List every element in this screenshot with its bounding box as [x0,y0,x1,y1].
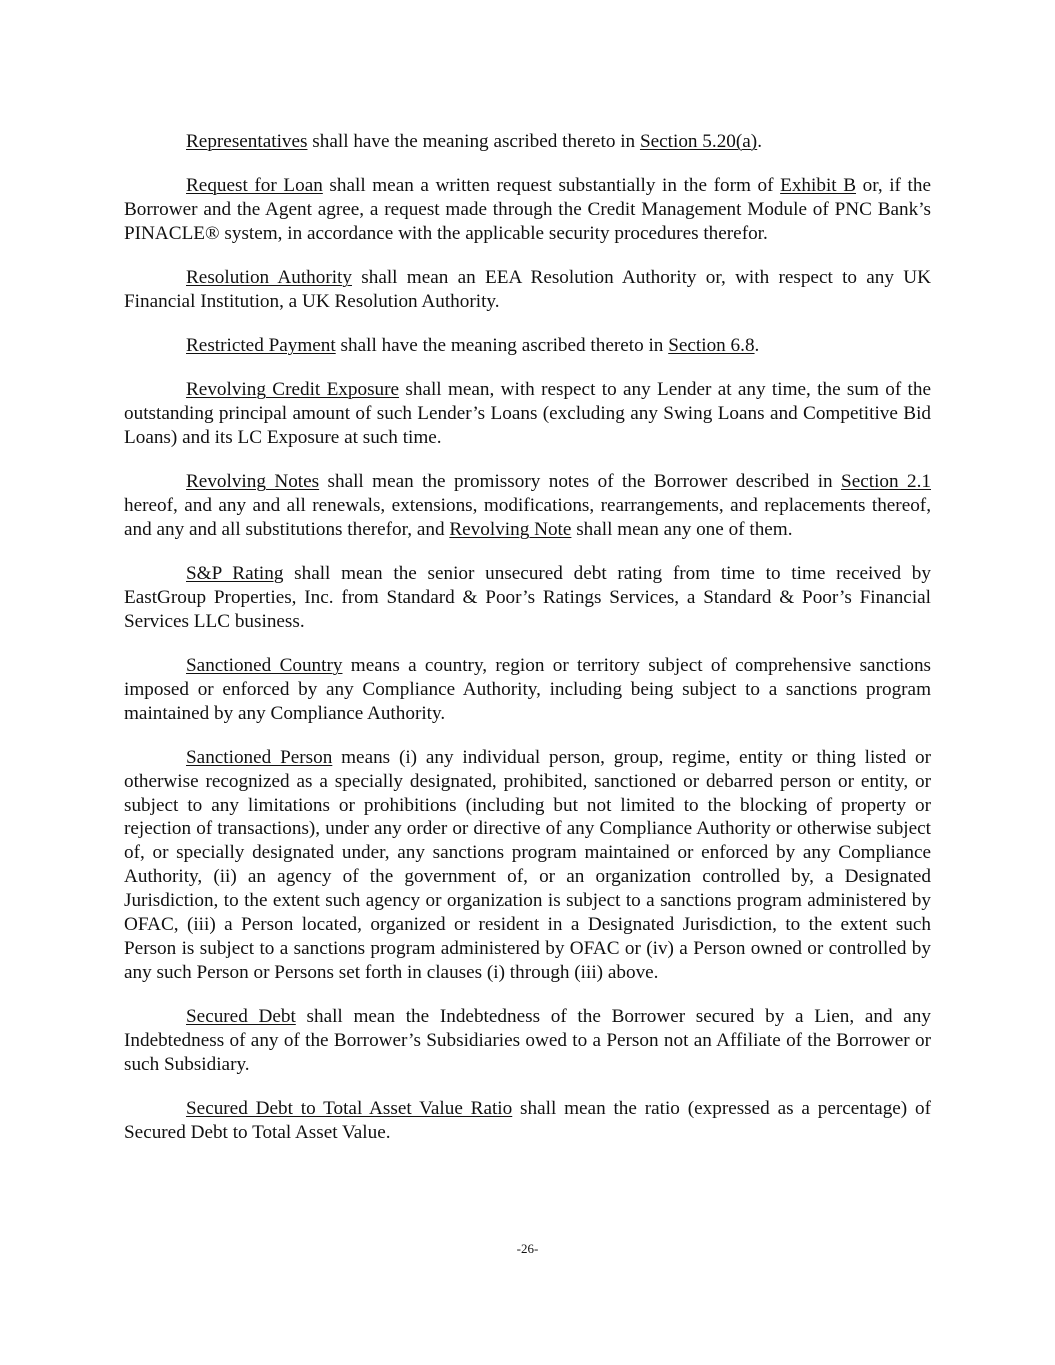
definition-secured-debt-ratio [124,1097,931,1145]
definition-revolving-credit-exposure [124,378,931,450]
definition-text: shall mean the ratio (expressed as a percentage) of Secured Debt to Total Asset Value. [124,1097,931,1143]
defined-term: S&P Rating [186,562,284,584]
definition-text: shall mean the Indebtedness of the Borrower secured by a Lien, and any Indebtedness of any of the Borrower’s Subsidiaries owed to a Person not an Affiliate of the Borrower or such Subsidiary. [124,1005,931,1075]
definition-revolving-notes [124,470,931,542]
definition-text: shall mean the promissory notes of the Borrower described in [319,471,842,492]
definition-text: . [757,131,762,152]
definition-text: means a country, region or territory subject of comprehensive sanctions imposed or enforced by any Compliance Authority, including being subject to a sanctions program maintained by any Compliance Authority. [124,654,932,724]
defined-term: Revolving Credit Exposure [186,379,400,401]
definition-text: shall mean an EEA Resolution Authority or, with respect to any UK Financial Institution, a UK Resolution Authority. [124,267,931,312]
definition-text: . [754,335,760,356]
section-reference: Section 6.8 [668,335,755,356]
definition-representatives [124,130,931,154]
exhibit-reference: Exhibit B [780,175,857,197]
definition-sp-rating [124,562,931,634]
defined-term: Request for Loan [186,175,323,197]
definition-secured-debt [124,1005,931,1077]
definition-text: shall have the meaning ascribed thereto in [307,131,640,152]
definition-text: hereof, and any and all renewals, extensions, modifications, rearrangements, and replacements thereof, and any and all substitutions therefor, and [124,494,931,540]
definition-restricted-payment [124,334,931,358]
defined-term: Secured Debt [186,1005,296,1027]
definition-text: shall mean, with respect to any Lender at any time, the sum of the outstanding principal amount of such Lender’s Loans (excluding any Swing Loans and Competitive Bid Loans) and its LC Exposure at such time. [124,379,931,448]
definition-text: shall mean the senior unsecured debt rating from time to time received by EastGroup Properties, Inc. from Standard & Poor’s Ratings Services, a Standard & Poor’s Financial Services LLC business. [124,562,931,632]
definition-request-for-loan [124,174,931,246]
defined-term: Restricted Payment [186,335,336,356]
definition-text: shall have the meaning ascribed thereto in [335,335,669,356]
definition-text: or, if the Borrower and the Agent agree, a request made through the Credit Management Module of PNC Bank’s PINACLE® system, in accordance with the applicable security procedures therefor. [124,175,931,244]
defined-term: Sanctioned Person [186,746,333,768]
document-body [124,130,931,1165]
definition-sanctioned-person [124,746,931,985]
definition-resolution-authority [124,266,931,314]
definition-text: shall mean a written request substantially in the form of [322,175,781,197]
defined-term-inline: Revolving Note [449,518,572,540]
section-reference: Section 5.20(a) [639,131,758,152]
defined-term: Resolution Authority [186,267,352,288]
definition-text: means (i) any individual person, group, regime, entity or thing listed or otherwise recognized as a specially designated, prohibited, sanctioned or debarred person or entity, or subject to any limitations or prohibitions (including but not limited to the blocking of property or rejection of transactions), under any order or directive of any Compliance Authority or otherwise subject of, or specially designated under, any sanctions program maintained or enforced by any Compliance Authority, (ii) an agency of the government of, or an organization controlled by, a Designated Jurisdiction, to the extent such agency or organization is subject to a sanctions program administered by OFAC, (iii) a Person located, organized or resident in a Designated Jurisdiction, to the extent such Person is subject to a sanctions program administered by OFAC or (iv) a Person owned or controlled by any such Person or Persons set forth in clauses (i) through (iii) above. [124,746,931,983]
definition-text: shall mean any one of them. [571,518,793,540]
defined-term: Sanctioned Country [186,654,343,676]
defined-term: Revolving Notes [186,471,320,492]
section-reference: Section 2.1 [841,471,931,492]
definition-sanctioned-country [124,654,931,726]
defined-term: Secured Debt to Total Asset Value Ratio [186,1097,513,1119]
page-number: -26- [516,1241,539,1256]
defined-term: Representatives [186,131,308,152]
